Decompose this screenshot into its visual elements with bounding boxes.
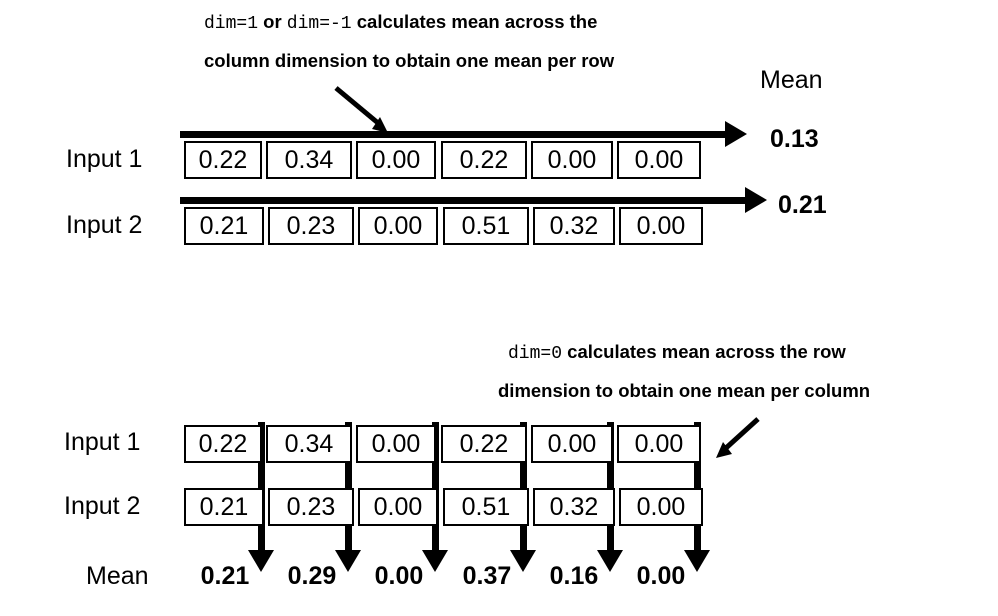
table-cell: 0.00 [619,207,703,245]
top-caption-code-dimneg1: dim=-1 [286,14,352,34]
table-cell: 0.00 [531,141,613,179]
table-cell: 0.00 [617,425,701,463]
table-cell: 0.34 [266,141,352,179]
bottom-row-label-input-2: Input 2 [64,492,141,520]
bottom-col-mean-5: 0.16 [549,562,599,590]
top-row-2-arrow-head-icon [745,187,767,213]
table-cell: 0.22 [441,425,527,463]
bottom-caption-pointer-arrow-icon [714,414,774,464]
top-caption-code-dim1: dim=1 [204,14,259,34]
top-row-label-input-2: Input 2 [66,211,143,239]
bottom-col-mean-3: 0.00 [374,562,424,590]
top-caption-line-2: column dimension to obtain one mean per row [204,50,615,71]
table-cell: 0.21 [184,207,264,245]
table-cell: 0.51 [443,488,529,526]
bottom-col-mean-2: 0.29 [287,562,337,590]
table-cell: 0.00 [531,425,613,463]
top-row-mean-1: 0.13 [770,125,819,153]
table-cell: 0.22 [441,141,527,179]
table-cell: 0.00 [617,141,701,179]
table-cell: 0.32 [533,207,615,245]
bottom-caption-line-1 [508,339,846,367]
top-row-1-arrow-head-icon [725,121,747,147]
top-row-label-input-1: Input 1 [66,145,143,173]
table-cell: 0.00 [356,141,436,179]
bottom-mean-label: Mean [86,562,149,590]
table-cell: 0.00 [358,207,438,245]
top-row-1-arrow-line [180,131,725,138]
top-caption-or: or [258,11,287,32]
top-caption-line-1 [204,9,597,37]
top-mean-header: Mean [760,66,823,94]
table-cell: 0.23 [268,488,354,526]
table-cell: 0.00 [358,488,438,526]
top-caption-rest: calculates mean across the [351,11,598,32]
bottom-col-mean-1: 0.21 [200,562,250,590]
bottom-row-label-input-1: Input 1 [64,428,141,456]
bottom-col-mean-6: 0.00 [636,562,686,590]
table-cell: 0.34 [266,425,352,463]
table-cell: 0.00 [356,425,436,463]
table-cell: 0.22 [184,425,262,463]
table-cell: 0.51 [443,207,529,245]
table-cell: 0.00 [619,488,703,526]
bottom-col-mean-4: 0.37 [462,562,512,590]
bottom-caption-code-dim0: dim=0 [508,344,563,364]
bottom-caption-rest: calculates mean across the row [562,341,846,362]
table-cell: 0.32 [533,488,615,526]
table-cell: 0.21 [184,488,264,526]
table-cell: 0.22 [184,141,262,179]
table-cell: 0.23 [268,207,354,245]
top-caption-pointer-arrow-icon [330,83,400,138]
top-row-mean-2: 0.21 [778,191,827,219]
bottom-caption-line-2: dimension to obtain one mean per column [498,380,871,401]
top-row-2-arrow-line [180,197,745,204]
